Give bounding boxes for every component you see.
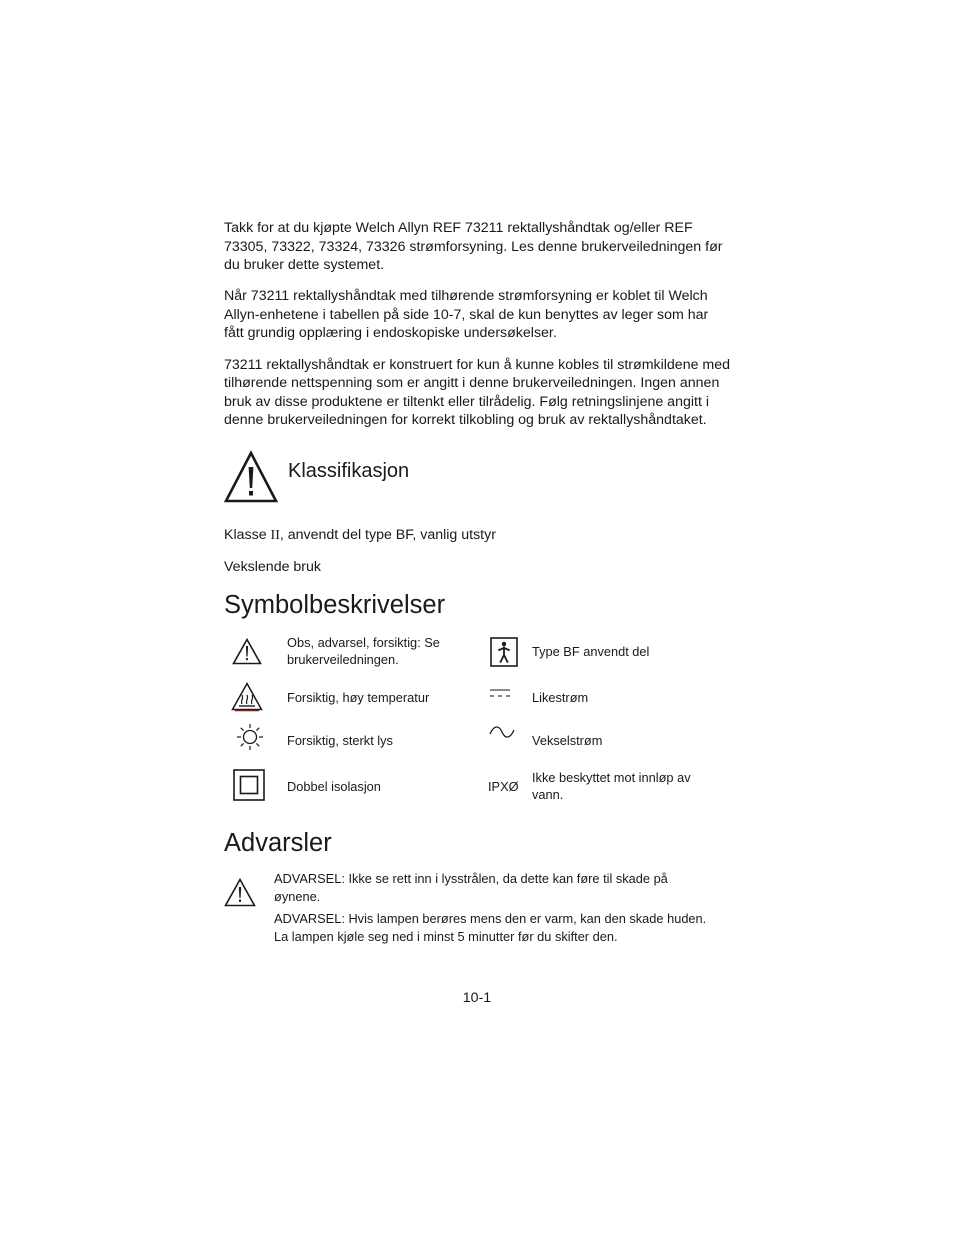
intro-paragraph-2: Når 73211 rektallyshåndtak med tilhørende strømforsyning er koblet til Welch Allyn-enhetene i tabellen på side 10-7, skal de kun benyttes av leger som har fått grundig opplæring i endoskopiske undersøkelser. [224, 288, 709, 342]
symbols-heading: Symbolbeskrivelser [224, 590, 446, 619]
symbol-description: Dobbel isolasjon [287, 778, 381, 794]
classification-title: Klassifikasjon [288, 460, 410, 483]
hot-surface-icon [230, 682, 264, 712]
page-content [224, 219, 730, 950]
classification-header [224, 449, 730, 505]
intro-paragraph-3: 73211 rektallyshåndtak er konstruert for kun å kunne kobles til strømkildene med tilhørende nettspenning som er angitt i denne brukerveiledningen. Ingen annen bruk av disse produktene er tiltenkt eller tilrådelig. Følg retningslinjene angitt i denne brukerveiledningen for korrekt tilkobling og bruk av rektallyshåndtaket. [224, 356, 731, 429]
symbol-description: Forsiktig, sterkt lys [287, 732, 393, 748]
symbol-description: Forsiktig, høy temperatur [287, 689, 430, 705]
ipx0-label: IPXØ [488, 778, 519, 794]
warning-item: ADVARSEL: Ikke se rett inn i lysstrålen, da dette kan føre til skade på øynene. [274, 870, 668, 904]
intro-paragraph-1: Takk for at du kjøpte Welch Allyn REF 73211 rektallyshåndtak og/eller REF 73305, 73322, 73324, 73326 strømforsyning. Les denne brukerveiledningen før du bruker dette systemet. [224, 220, 723, 274]
warnings-list [274, 870, 714, 950]
symbol-description: Type BF anvendt del [532, 643, 650, 659]
direct-current-icon [488, 686, 512, 700]
warning-item: ADVARSEL: Hvis lampen berøres mens den er varm, kan den skade huden. La lampen kjøle seg ned i minst 5 minutter før du skifter den. [274, 911, 707, 944]
bright-light-icon [234, 722, 266, 752]
warnings-heading: Advarsler [224, 828, 332, 857]
page-number: 10-1 [462, 990, 492, 1006]
class-roman-numeral: II [270, 527, 280, 543]
symbol-description: Vekselstrøm [532, 732, 603, 748]
double-insulation-icon [232, 768, 266, 802]
symbol-description: Obs, advarsel, forsiktig: Se brukerveiledningen. [287, 634, 440, 667]
warning-triangle-icon [224, 870, 274, 950]
classification-class-line [224, 526, 730, 545]
symbol-description: Likestrøm [532, 689, 589, 705]
classification-usage-line: Vekslende bruk [224, 558, 322, 575]
class-suffix: , anvendt del type BF, vanlig utstyr [279, 526, 496, 543]
symbol-description: Ikke beskyttet mot innløp av vann. [532, 769, 691, 802]
warning-triangle-icon [224, 450, 278, 504]
symbols-table [224, 634, 730, 816]
warnings-block [224, 870, 730, 950]
alternating-current-icon [488, 724, 516, 740]
warning-triangle-icon [230, 638, 264, 666]
class-prefix: Klasse [224, 526, 271, 543]
type-bf-icon [488, 636, 520, 668]
